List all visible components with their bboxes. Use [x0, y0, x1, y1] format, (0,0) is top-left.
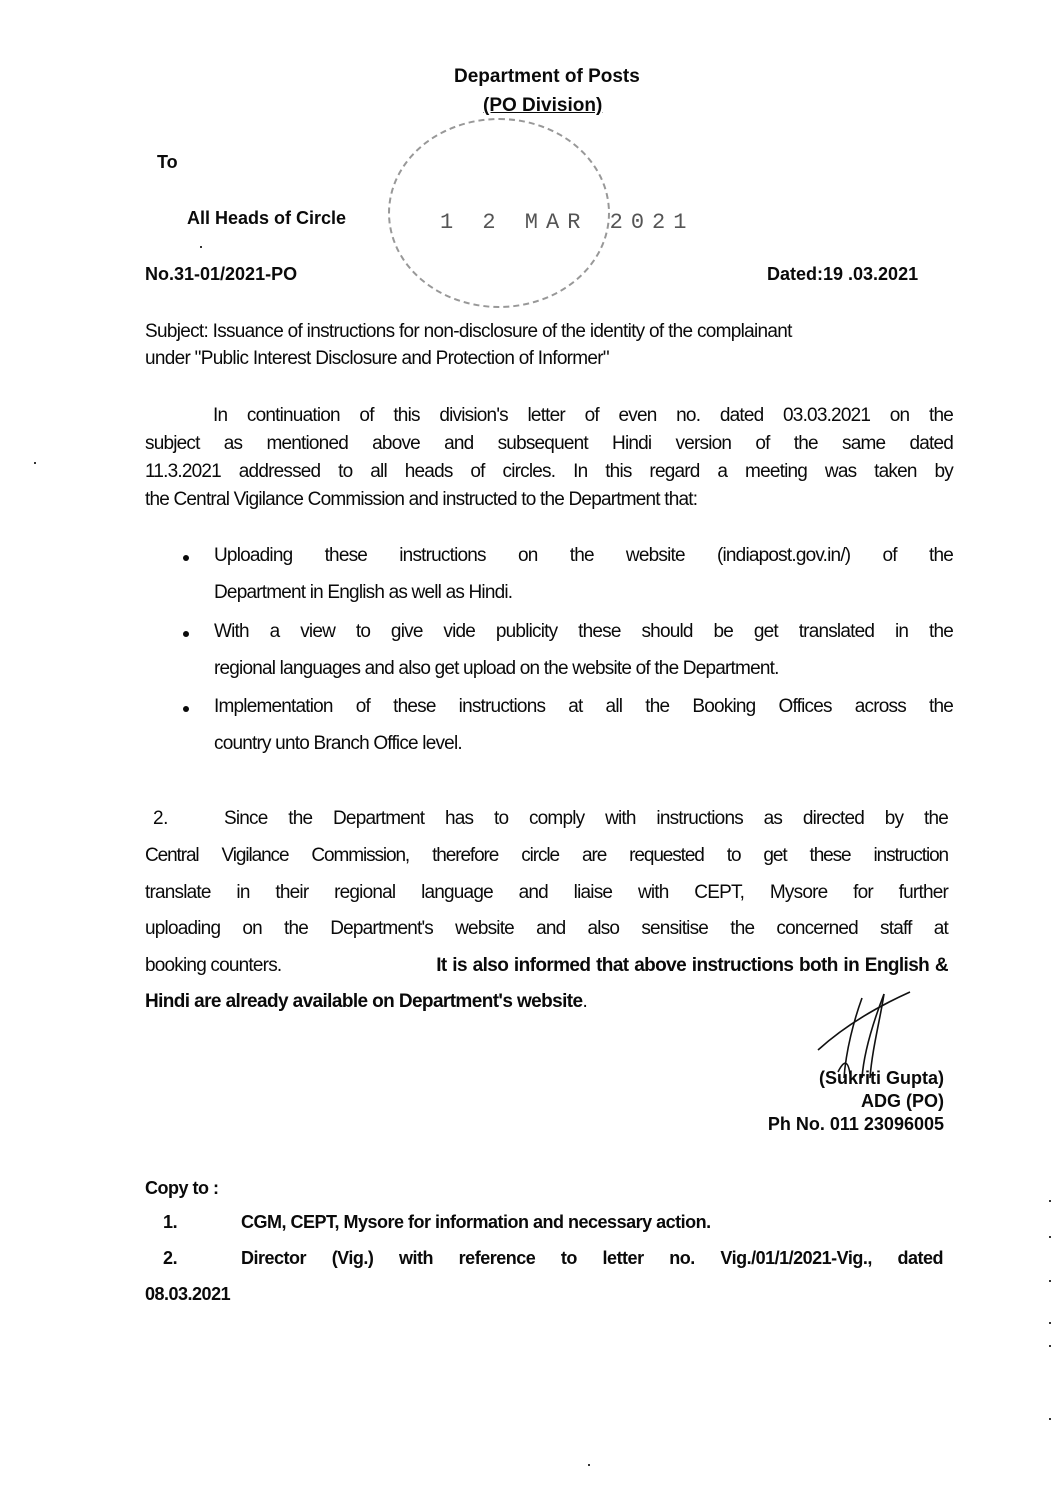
signatory-name: (Sukriti Gupta) [819, 1068, 944, 1088]
bullet-item-line-1: Implementation of these instructions at all the Booking Offices across the [214, 696, 953, 717]
copy-to-item-text: Director (Vig.) with reference to letter no. Vig./01/1/2021-Vig., dated [241, 1248, 943, 1268]
copy-to-item-continuation: 08.03.2021 [145, 1284, 231, 1304]
paragraph-1-line-1: In continuation of this division's letter of even no. dated 03.03.2021 on the [213, 405, 953, 426]
scan-artifact [588, 1464, 590, 1466]
bullet-icon [183, 706, 189, 712]
bullet-item [180, 696, 953, 760]
signatory-phone: Ph No. 011 23096005 [767, 1114, 944, 1134]
bullet-icon [183, 631, 189, 637]
bullet-item [180, 545, 953, 609]
scan-artifact [1049, 1322, 1051, 1324]
scan-artifact [1049, 1345, 1051, 1347]
copy-to-label: Copy to : [145, 1178, 219, 1198]
paragraph-1 [145, 405, 953, 515]
recipient: All Heads of Circle [187, 208, 347, 228]
paragraph-1-line-2: subject as mentioned above and subsequent Hindi version of the same dated [145, 433, 953, 454]
bullet-item [180, 621, 953, 685]
subject [145, 321, 955, 377]
paragraph-2-number: 2. [153, 808, 169, 829]
paragraph-2-line-5 [145, 955, 948, 977]
bullet-item-line-1: Uploading these instructions on the website (indiapost.gov.in/) of the [214, 545, 953, 566]
copy-to-item-text: CGM, CEPT, Mysore for information and necessary action. [241, 1212, 711, 1232]
paragraph-1-line-3: 11.3.2021 addressed to all heads of circles. In this regard a meeting was taken by [145, 461, 953, 482]
department-title: Department of Posts [454, 66, 640, 87]
paragraph-2-line-4: uploading on the Department's website and also sensitise the concerned staff at [145, 918, 948, 939]
bullet-item-line-2: regional languages and also get upload on the website of the Department. [214, 658, 779, 679]
scan-artifact [200, 246, 202, 248]
paragraph-2-line-1: Since the Department has to comply with instructions as directed by the [224, 808, 948, 829]
paragraph-2-line-6 [145, 991, 587, 1013]
paragraph-2-line-2: Central Vigilance Commission, therefore circle are requested to get these instruction [145, 845, 948, 866]
bullet-icon [183, 555, 189, 561]
scan-artifact [1049, 1236, 1051, 1238]
scan-artifact [1049, 1200, 1051, 1202]
paragraph-2-line-6-bold: Hindi are already available on Department's website [145, 991, 583, 1012]
paragraph-2-line-5-normal: booking counters. [145, 955, 282, 976]
letter-number: No.31-01/2021-PO [145, 264, 298, 284]
paragraph-2-line-6-end: . [582, 991, 588, 1012]
paragraph-2-line-5-bold: It is also informed that above instructions both in English & [436, 955, 948, 976]
bullet-item-line-2: Department in English as well as Hindi. [214, 582, 513, 603]
to-label: To [157, 152, 178, 172]
scan-artifact [1049, 1418, 1051, 1420]
bullet-item-line-1: With a view to give vide publicity these should be get translated in the [214, 621, 953, 642]
scan-artifact [34, 462, 36, 464]
bullet-item-line-2: country unto Branch Office level. [214, 733, 462, 754]
subject-line-1: Subject: Issuance of instructions for non-disclosure of the identity of the complainant [145, 321, 792, 342]
bullet-list [180, 545, 953, 760]
signature-icon [810, 990, 930, 1080]
stamp-date: 1 2 MAR 2021 [440, 210, 695, 235]
signatory-designation: ADG (PO) [861, 1091, 944, 1111]
copy-to-item-number: 2. [163, 1248, 178, 1268]
division-title: (PO Division) [483, 95, 603, 116]
subject-line-2: under "Public Interest Disclosure and Protection of Informer" [145, 348, 609, 369]
copy-to-item-number: 1. [163, 1212, 178, 1232]
paragraph-2 [145, 808, 948, 1018]
scan-artifact [1049, 1280, 1051, 1282]
paragraph-1-line-4: the Central Vigilance Commission and instructed to the Department that: [145, 489, 698, 510]
copy-to-list [145, 1212, 943, 1312]
paragraph-2-line-3: translate in their regional language and liaise with CEPT, Mysore for further [145, 882, 948, 903]
letter-date: Dated:19 .03.2021 [767, 264, 919, 284]
